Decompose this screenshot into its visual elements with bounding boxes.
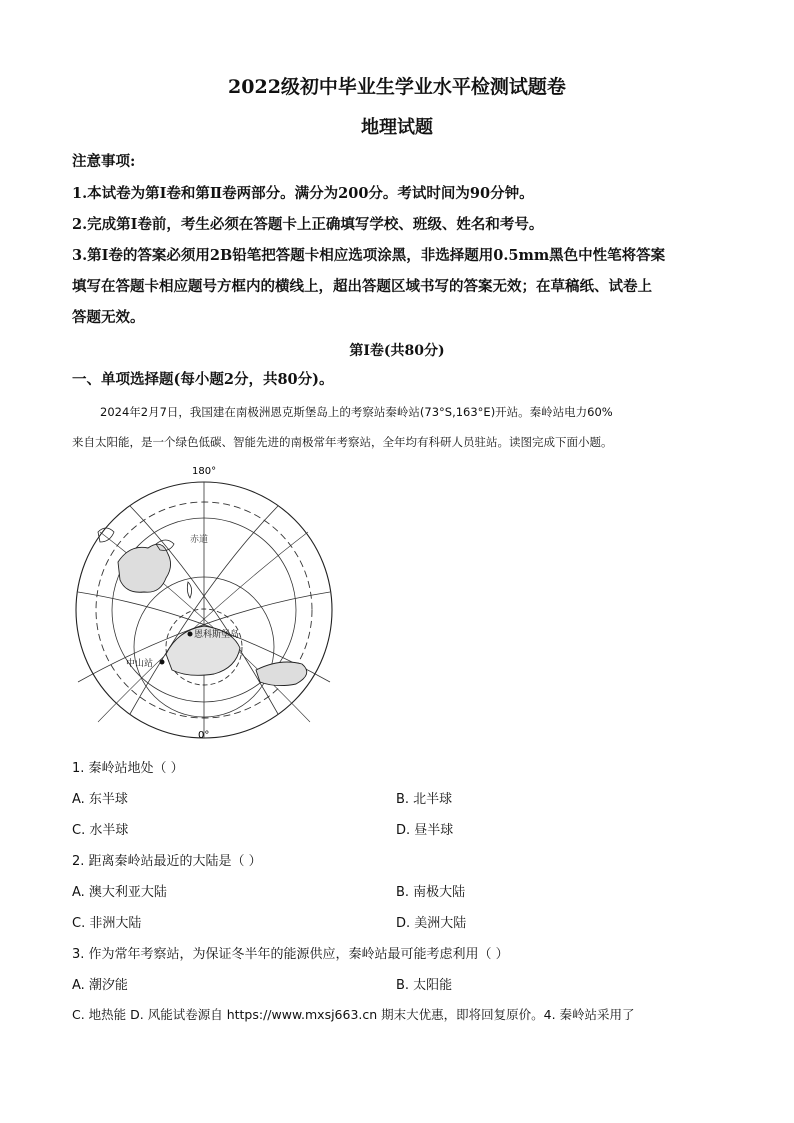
map-label-180: 180° [192,466,217,477]
page-title: 2022级初中毕业生学业水平检测试题卷 [228,76,566,98]
australia-landmass [118,544,171,592]
options-and-note-line: C. 地热能 D. 风能试卷源自 https://www.mxsj663.cn 期末大优惠，即将回复原价。4. 秦岭站采用了 [72,1007,635,1022]
option: A. 东半球 [72,792,128,807]
map-label-island: 恩科斯堡岛 [194,630,240,640]
intro-line: 来自太阳能，是一个绿色低碳、智能先进的南极常年考察站，全年均有科研人员驻站。读图完成下面小题。 [72,435,613,449]
notice-heading: 注意事项: [72,153,136,170]
map-label-equator: 赤道 [190,535,209,545]
south-america-landmass [256,662,307,686]
station-marker [160,660,165,665]
option: B. 北半球 [396,792,453,807]
option: C. 水半球 [72,823,129,838]
new-zealand-outline [187,582,191,598]
question-stem: 3. 作为常年考察站，为保证冬半年的能源供应，秦岭站最可能考虑利用（ ） [72,947,509,962]
polar-map-figure [70,462,338,740]
option: A. 澳大利亚大陆 [72,885,167,900]
question-stem: 1. 秦岭站地处（ ） [72,761,184,776]
notice-item: 2.完成第Ⅰ卷前，考生必须在答题卡上正确填写学校、班级、姓名和考号。 [72,216,544,233]
notice-item: 3.第Ⅰ卷的答案必须用2B铅笔把答题卡相应选项涂黑，非选择题用0.5mm黑色中性笔将答案 [72,247,666,264]
subject-title: 地理试题 [361,117,433,138]
option: C. 非洲大陆 [72,916,142,931]
map-label-station: 中山站 [126,659,154,669]
question-stem: 2. 距离秦岭站最近的大陆是（ ） [72,854,262,869]
intro-line: 2024年2月7日，我国建在南极洲恩克斯堡岛上的考察站秦岭站(73°S,163°E)开站。秦岭站电力60% [100,405,613,419]
option: B. 太阳能 [396,978,453,993]
notice-item: 填写在答题卡相应题号方框内的横线上，超出答题区域书写的答案无效；在草稿纸、试卷上 [72,278,652,295]
notice-item: 答题无效。 [72,309,145,326]
option: B. 南极大陆 [396,885,466,900]
island-marker [188,632,193,637]
option: A. 潮汐能 [72,978,128,993]
map-label-0: 0° [198,730,210,740]
option: D. 美洲大陆 [396,916,467,931]
option: D. 昼半球 [396,823,454,838]
part-heading: 一、单项选择题(每小题2分，共80分)。 [72,371,334,388]
section-title: 第Ⅰ卷(共80分) [349,343,445,359]
notice-item: 1.本试卷为第Ⅰ卷和第Ⅱ卷两部分。满分为200分。考试时间为90分钟。 [72,185,534,202]
